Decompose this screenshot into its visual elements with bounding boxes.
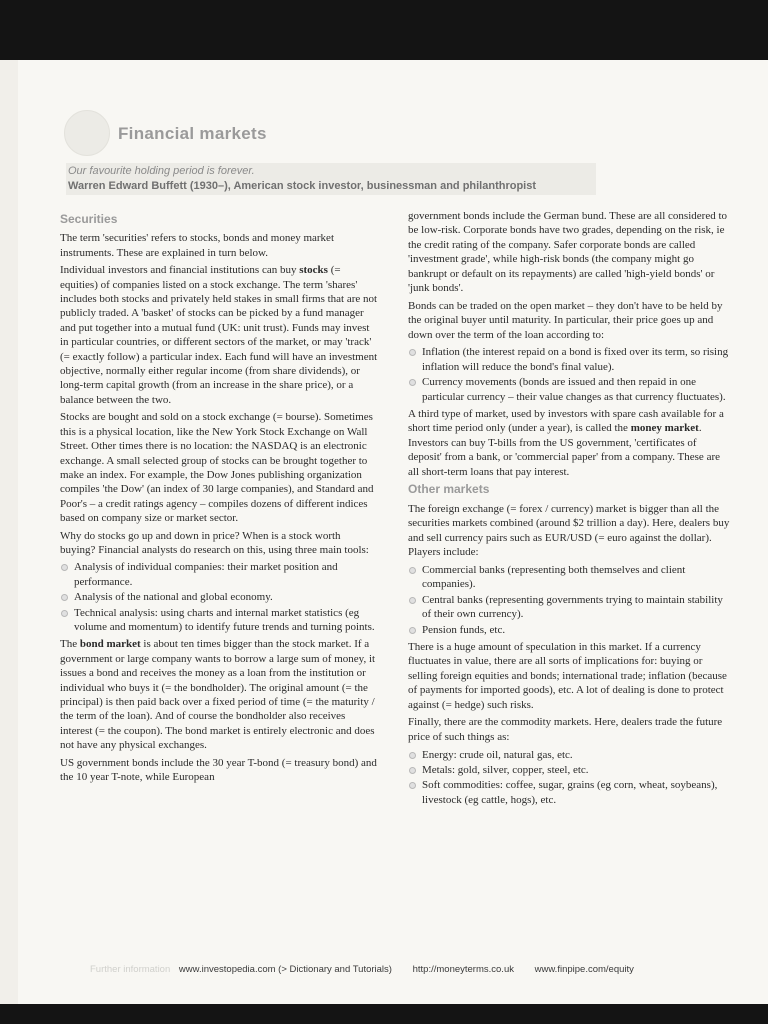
link-moneyterms[interactable]: http://moneyterms.co.uk xyxy=(412,964,514,975)
right-column xyxy=(408,209,730,810)
paragraph: US government bonds include the 30 year T-bond (= treasury bond) and the 10 year T-note, while European xyxy=(60,756,377,784)
list-item: Pension funds, etc. xyxy=(408,623,730,637)
paragraph: There is a huge amount of speculation in this market. If a currency fluctuates in value, there are all sorts of implications for: buying or selling foreign equities and bonds; international trade; inflation (because of payments for imported goods), etc. A lot of dealing is done to protect against (= hedge) such risks. xyxy=(408,640,727,711)
scan-top-border xyxy=(0,0,768,60)
list-item: Analysis of the national and global economy. xyxy=(60,590,378,604)
heading-securities: Securities xyxy=(60,212,118,226)
unit-number-badge xyxy=(64,110,110,156)
paragraph: Finally, there are the commodity markets. Here, dealers trade the future price of such things as: xyxy=(408,716,723,743)
list-item: Energy: crude oil, natural gas, etc. xyxy=(408,748,730,762)
list-item: Analysis of individual companies: their market position and performance. xyxy=(60,560,378,589)
list-item: Commercial banks (representing both themselves and client companies). xyxy=(408,563,730,592)
list-item: Soft commodities: coffee, sugar, grains (eg corn, wheat, soybeans), livestock (eg cattle, hogs), etc. xyxy=(408,778,730,807)
paragraph: The bond market is about ten times bigger than the stock market. If a government or large company wants to borrow a large sum of money, it issues a bond and receives the money as a loan from the institution or individual who buys it (= the bondholder). The original amount (= the principal) is then paid back over a fixed period of time (= the maturity / the term of the loan). And of course the bondholder also receives interest (= the coupon). The bond market is entirely electronic and does not have any physical exchanges. xyxy=(60,638,376,752)
list-item: Currency movements (bonds are issued and then repaid in one particular currency – their value changes as that currency fluctuates). xyxy=(408,375,730,404)
list-item: Inflation (the interest repaid on a bond is fixed over its term, so rising inflation will reduce the bond's final value). xyxy=(408,345,730,374)
paragraph: government bonds include the German bund. These are all considered to be low-risk. Corporate bonds have two grades, depending on the risk, ie the credit rating of the company. Safer corporate bonds are called 'investment grade', while high-risk bonds (the company might go bankrupt or default on its repayments) are called 'high-yield bonds' or 'junk bonds'. xyxy=(408,210,728,295)
quote-author: Warren Edward Buffett (1930–), American stock investor, businessman and philanthropist xyxy=(68,180,537,192)
list-item: Central banks (representing governments trying to maintain stability of their own currency). xyxy=(408,593,730,622)
paragraph: The term 'securities' refers to stocks, bonds and money market instruments. These are explained in turn below. xyxy=(60,232,334,259)
paragraph: Stocks are bought and sold on a stock exchange (= bourse). Sometimes this is a physical location, like the New York Stock Exchange on Wall Street. Other times there is no location: the NASDAQ is an electronic exchange. A small selected group of stocks can be brought together to make an index. For example, the Dow Jones publishing organization compiles 'the Dow' (an index of 30 large companies), and Standard and Poor's – a credit ratings agency – compiles dozens of different indices based on company size or market sector. xyxy=(60,411,374,525)
paragraph: Bonds can be traded on the open market – they don't have to be held by the original buyer until maturity. In particular, their price goes up and down over the term of the loan according to: xyxy=(408,299,723,341)
commodities-list xyxy=(408,748,730,808)
further-info-label: Further information xyxy=(90,964,171,975)
left-column xyxy=(60,212,378,787)
paragraph: The foreign exchange (= forex / currency) market is bigger than all the securities markets combined (around $2 trillion a day). Here, dealers buy and sell currency pairs such as EUR/USD (= euro against the dollar). Players include: xyxy=(408,502,730,559)
paragraph: A third type of market, used by investors with spare cash available for a short time period only (under a year), is called the money market. Investors can buy T-bills from the US government, 'certificates of deposit' from a bank, or 'commercial paper' from a company. These are all short-term loans that pay interest. xyxy=(408,408,724,478)
footer-links xyxy=(90,964,730,975)
paragraph: Why do stocks go up and down in price? When is a stock worth buying? Financial analysts do research on this, using three main tools: xyxy=(60,529,369,556)
bond-factors-list xyxy=(408,345,730,404)
analysis-tools-list xyxy=(60,560,378,634)
list-item: Technical analysis: using charts and internal market statistics (eg volume and momentum) to identify future trends and turning points. xyxy=(60,606,378,635)
forex-players-list xyxy=(408,563,730,637)
page-title: Financial markets xyxy=(118,124,267,143)
link-investopedia[interactable]: www.investopedia.com (> Dictionary and Tutorials) xyxy=(178,964,392,975)
link-finpipe[interactable]: www.finpipe.com/equity xyxy=(534,964,634,975)
heading-other-markets: Other markets xyxy=(408,482,490,497)
paragraph: Individual investors and financial institutions can buy stocks (= equities) of companies listed on a stock exchange. The term 'shares' includes both stocks and privately held stakes in small firms that are not publicly traded. A 'basket' of stocks can be picked by a fund manager and put together into a mutual fund (UK: unit trust). Funds may invest in particular countries, or different sectors of the market, or may 'track' (= exactly follow) a particular index. Each fund will have an investment objective, normally either regular income (from share dividends), or long-term capital growth (from an increase in the share price), or a balance between the two. xyxy=(60,264,378,406)
quote-text: Our favourite holding period is forever. xyxy=(68,165,255,177)
scan-bottom-border xyxy=(0,1004,768,1024)
list-item: Metals: gold, silver, copper, steel, etc. xyxy=(408,763,730,777)
